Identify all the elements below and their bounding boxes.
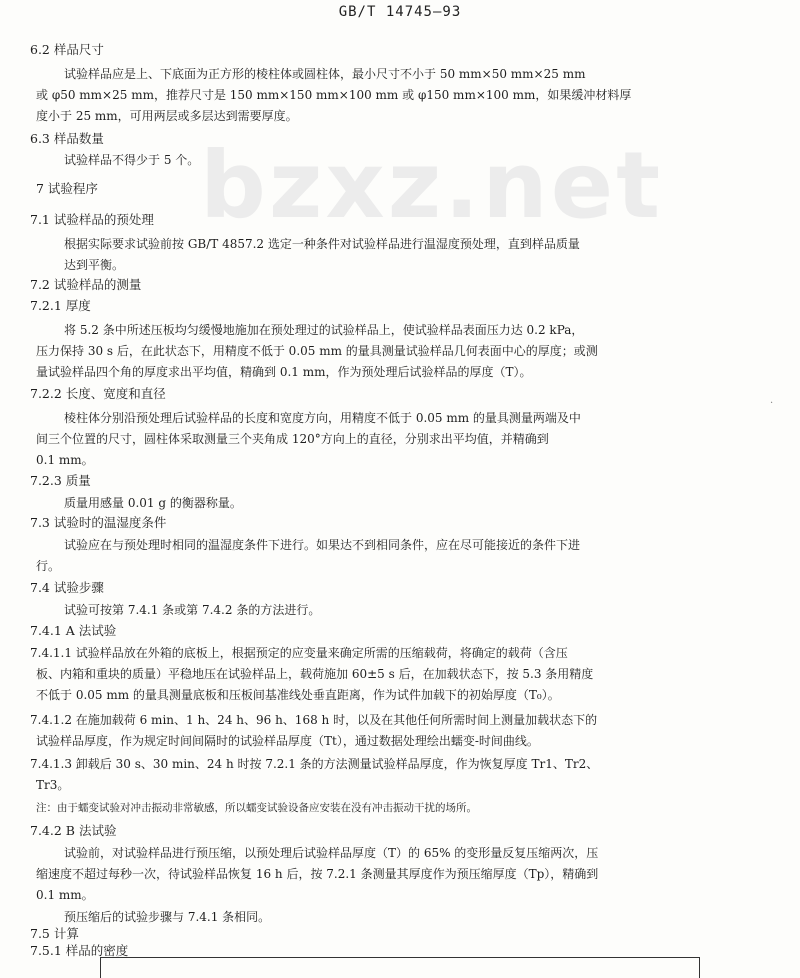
section-heading: 7.2.2 长度、宽度和直径 — [30, 386, 166, 401]
paragraph-line: 0.1 mm。 — [36, 453, 94, 467]
paragraph-line: 缩速度不超过每秒一次，待试验样品恢复 16 h 后，按 7.2.1 条测量其厚度作为预压缩厚度（Tp），精确到 — [36, 867, 599, 881]
note-line: 注：由于蠕变试验对冲击振动非常敏感，所以蠕变试验设备应安装在没有冲击振动干扰的场所。 — [36, 802, 477, 814]
section-heading: 7.4.1 A 法试验 — [30, 623, 117, 638]
section-heading: 7.5.1 样品的密度 — [30, 943, 129, 958]
paragraph-line: 压力保持 30 s 后，在此状态下，用精度不低于 0.05 mm 的量具测量试验样品几何表面中心的厚度；或测 — [36, 344, 598, 358]
paragraph-line: 不低于 0.05 mm 的量具测量底板和压板间基准线处垂直距离，作为试件加载下的初始厚度（T₀）。 — [36, 688, 560, 702]
paragraph-line: 质量用感量 0.01 g 的衡器称量。 — [64, 496, 242, 510]
section-heading: 7.2 试验样品的测量 — [30, 277, 142, 292]
section-heading: 7.2.1 厚度 — [30, 298, 91, 313]
chapter-heading: 7 试验程序 — [36, 181, 98, 196]
paragraph-line: 将 5.2 条中所述压板均匀缓慢地施加在预处理过的试验样品上，使试验样品表面压力达 0.2 kPa， — [64, 323, 584, 337]
paragraph-line: 7.4.1.3 卸载后 30 s、30 min、24 h 时按 7.2.1 条的方法测量试验样品厚度，作为恢复厚度 Tr1、Tr2、 — [30, 757, 599, 771]
section-heading: 7.4.2 B 法试验 — [30, 823, 117, 838]
paragraph-line: 试验可按第 7.4.1 条或第 7.4.2 条的方法进行。 — [64, 603, 321, 617]
section-heading: 7.5 计算 — [30, 926, 79, 941]
paragraph-line: 试验应在与预处理时相同的温湿度条件下进行。如果达不到相同条件，应在尽可能接近的条件下进 — [64, 538, 581, 552]
paragraph-line: 试验样品应是上、下底面为正方形的棱柱体或圆柱体，最小尺寸不小于 50 mm×50 mm×25 mm — [64, 67, 586, 81]
section-heading: 6.2 样品尺寸 — [30, 42, 104, 57]
section-heading: 6.3 样品数量 — [30, 131, 104, 146]
paragraph-line: Tr3。 — [36, 778, 70, 792]
paragraph-line: 0.1 mm。 — [36, 888, 94, 902]
section-heading: 7.4 试验步骤 — [30, 580, 104, 595]
paragraph-line: 试验样品厚度，作为规定时间间隔时的试验样品厚度（Tt），通过数据处理绘出蠕变-时间曲线。 — [36, 734, 539, 748]
paragraph-line: 板、内箱和重块的质量）平稳地压在试验样品上，载荷施加 60±5 s 后，在加载状态下，按 5.3 条用精度 — [36, 667, 594, 681]
paragraph-line: 7.4.1.1 试验样品放在外箱的底板上，根据预定的应变量来确定所需的压缩载荷，将确定的载荷（含压 — [30, 646, 568, 660]
section-heading: 7.3 试验时的温湿度条件 — [30, 515, 167, 530]
formula-box-border — [100, 957, 700, 978]
paragraph-line: 间三个位置的尺寸，圆柱体采取测量三个夹角成 120°方向上的直径，分别求出平均值，并精确到 — [36, 432, 549, 446]
section-heading: 7.2.3 质量 — [30, 473, 91, 488]
paragraph-line: 或 φ50 mm×25 mm，推荐尺寸是 150 mm×150 mm×100 mm 或 φ150 mm×100 mm，如果缓冲材料厚 — [36, 88, 632, 102]
paragraph-line: 试验前，对试验样品进行预压缩，以预处理后试验样品厚度（T）的 65% 的变形量反复压缩两次，压 — [64, 846, 599, 860]
scan-speck: · — [770, 398, 774, 409]
paragraph-line: 度小于 25 mm，可用两层或多层达到需要厚度。 — [36, 109, 298, 123]
paragraph-line: 行。 — [36, 559, 61, 573]
standard-header: GB/T 14745—93 — [338, 4, 462, 20]
paragraph-line: 试验样品不得少于 5 个。 — [64, 153, 200, 167]
section-heading: 7.1 试验样品的预处理 — [30, 212, 154, 227]
paragraph-line: 7.4.1.2 在施加载荷 6 min、1 h、24 h、96 h、168 h 时，以及在其他任何所需时间上测量加载状态下的 — [30, 713, 598, 727]
paragraph-line: 达到平衡。 — [64, 258, 125, 272]
watermark: bzxz.net — [200, 132, 664, 239]
paragraph-line: 量试验样品四个角的厚度求出平均值，精确到 0.1 mm，作为预处理后试验样品的厚度（T）。 — [36, 365, 532, 379]
paragraph-line: 棱柱体分别沿预处理后试验样品的长度和宽度方向，用精度不低于 0.05 mm 的量具测量两端及中 — [64, 411, 581, 425]
paragraph-line: 预压缩后的试验步骤与 7.4.1 条相同。 — [64, 910, 271, 924]
paragraph-line: 根据实际要求试验前按 GB/T 4857.2 选定一种条件对试验样品进行温湿度预处理，直到样品质量 — [64, 237, 580, 251]
